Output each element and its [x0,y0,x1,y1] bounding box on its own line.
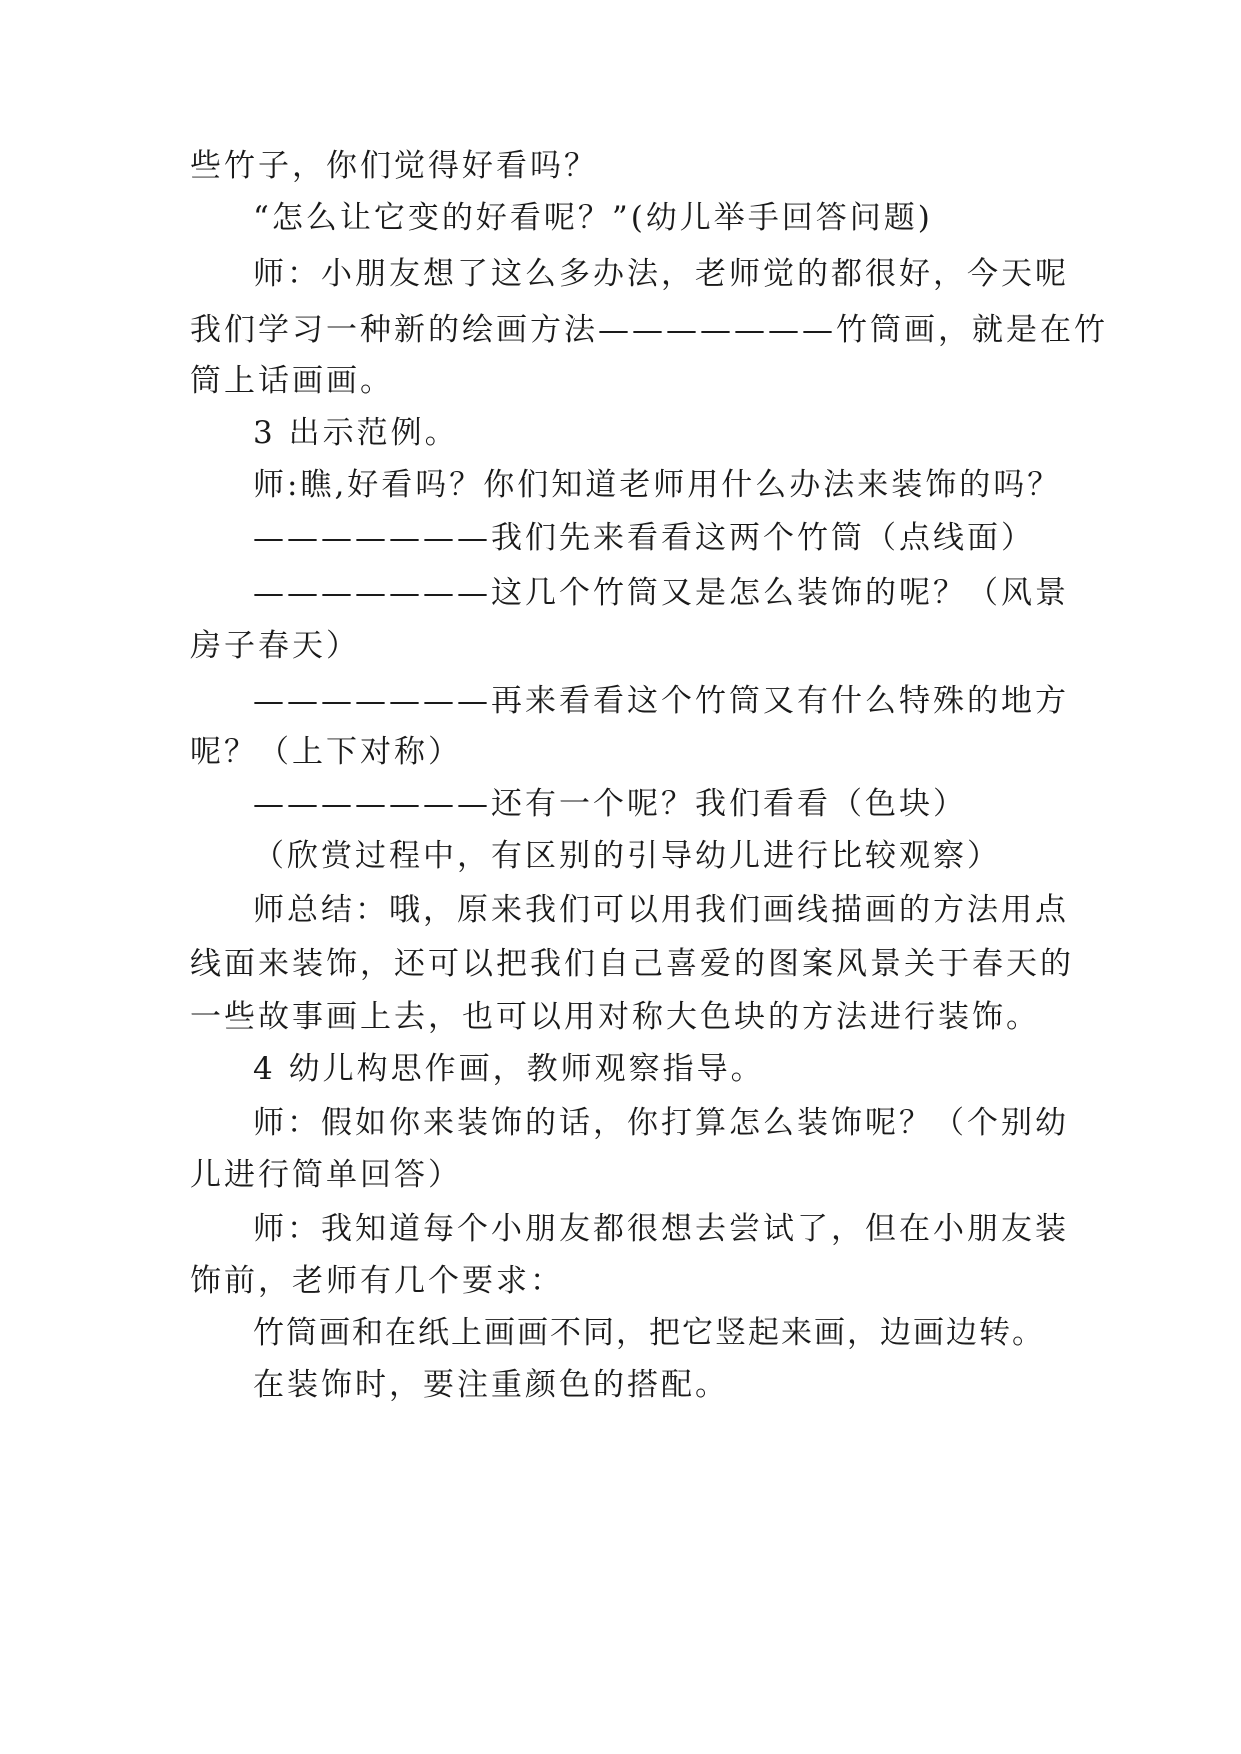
text-line: 筒上话画画。 [190,363,394,399]
text-line: 饰前，老师有几个要求： [190,1263,564,1299]
text-line: 3 出示范例。 [253,415,459,451]
text-line: 房子春天） [190,628,360,664]
text-line: （欣赏过程中，有区别的引导幼儿进行比较观察） [253,838,1001,874]
text-line: “怎么让它变的好看呢？”(幼儿举手回答问题) [253,200,933,236]
text-line: 儿进行简单回答） [190,1157,462,1193]
text-line: 师总结：哦，原来我们可以用我们画线描画的方法用点 [253,892,1069,928]
text-line: 师：我知道每个小朋友都很想去尝试了，但在小朋友装 [253,1211,1069,1247]
text-line: 师：小朋友想了这么多办法，老师觉的都很好，今天呢 [253,256,1069,292]
text-line: 师：假如你来装饰的话，你打算怎么装饰呢？（个别幼 [253,1105,1069,1141]
text-line: 线面来装饰，还可以把我们自己喜爱的图案风景关于春天的 [190,946,1074,982]
text-line: ———————我们先来看看这两个竹筒（点线面） [253,520,1035,556]
text-line: 4 幼儿构思作画，教师观察指导。 [253,1051,765,1087]
text-line: ———————再来看看这个竹筒又有什么特殊的地方 [253,683,1069,719]
text-line: 些竹子，你们觉得好看吗？ [190,148,598,184]
text-line: 呢？（上下对称） [190,734,462,770]
text-line: 一些故事画上去，也可以用对称大色块的方法进行装饰。 [190,999,1040,1035]
text-line: ———————还有一个呢？我们看看（色块） [253,786,967,822]
text-line: 竹筒画和在纸上画画不同，把它竖起来画，边画边转。 [253,1315,1045,1351]
text-line: 我们学习一种新的绘画方法———————竹筒画，就是在竹 [190,312,1108,348]
text-line: 在装饰时，要注重颜色的搭配。 [253,1367,729,1403]
text-line: ———————这几个竹筒又是怎么装饰的呢？（风景 [253,575,1069,611]
text-line: 师:瞧,好看吗？你们知道老师用什么办法来装饰的吗？ [253,467,1062,503]
